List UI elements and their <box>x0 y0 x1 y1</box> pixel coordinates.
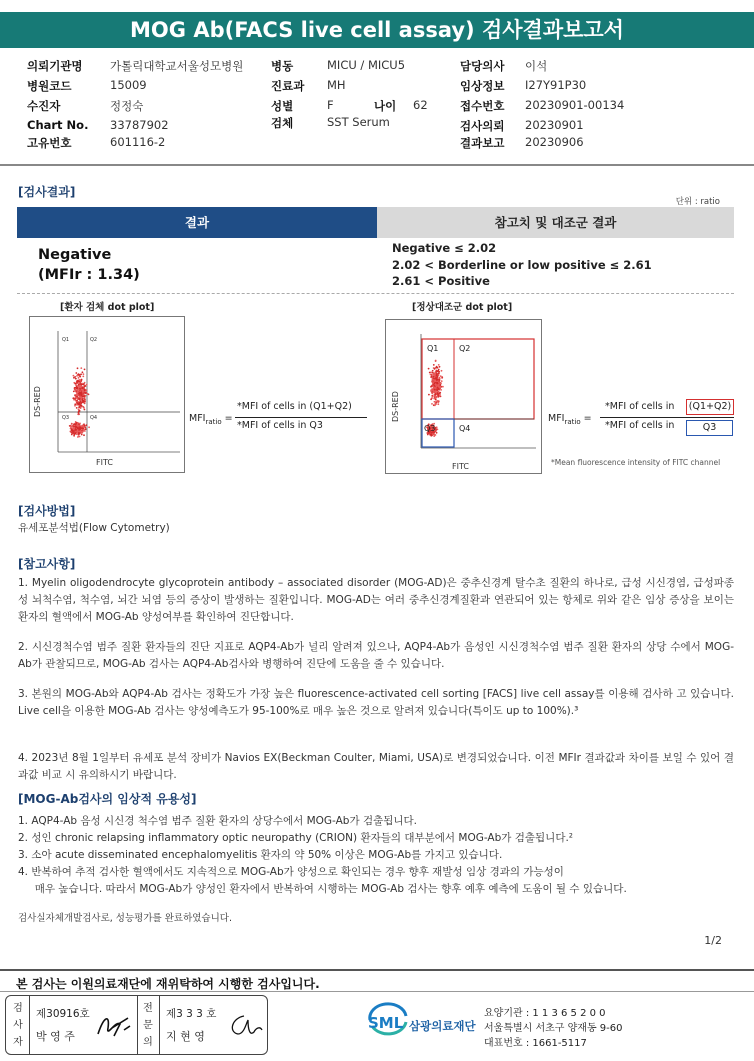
mfi-label <box>548 413 592 426</box>
cell-event-dot <box>86 424 88 426</box>
approver-label: 전문의 <box>143 1003 153 1048</box>
cell-event-dot <box>439 394 441 396</box>
info-value: 정정숙 <box>110 99 144 113</box>
cell-event-dot <box>440 389 442 391</box>
utility-item: 4. 반복하여 추적 검사한 혈액에서도 지속적으로 MOG-Ab가 양성으로 확인되는 경우 향후 재발성 임상 경과의 가능성이 <box>18 866 564 878</box>
cell-event-dot <box>438 371 440 373</box>
cell-event-dot <box>439 379 441 381</box>
cell-event-dot <box>81 426 83 428</box>
cell-event-dot <box>75 384 77 386</box>
dashed-separator <box>17 293 734 294</box>
cell-event-dot <box>81 434 83 436</box>
cell-event-dot <box>79 436 81 438</box>
logo-name: 삼광의료재단 <box>409 1019 476 1033</box>
result-header: 결과 <box>17 207 377 238</box>
info-value: 601116-2 <box>110 135 166 149</box>
info-label: 검사의뢰 <box>460 119 505 133</box>
cell-event-dot <box>436 432 438 434</box>
info-value: MH <box>327 78 346 92</box>
cell-event-dot <box>76 407 78 409</box>
signature-box <box>5 995 268 1055</box>
reference-line: 2.61 < Positive <box>392 274 490 288</box>
cell-event-dot <box>75 426 77 428</box>
mfi-sub: ratio <box>564 417 581 426</box>
cell-event-dot <box>83 400 85 402</box>
cell-event-dot <box>437 367 439 369</box>
info-label: 담당의사 <box>460 59 505 73</box>
cell-event-dot <box>434 434 436 436</box>
cell-event-dot <box>73 427 75 429</box>
note-item: 4. 2023년 8월 1일부터 유세포 분석 장비가 Navios EX(Beckman Coulter, Miami, USA)로 변경되었습니다. 이전 MFIr 결과값과 차이를 보일 수 있어 결과값 비교 시 유의하시기 바랍니다. <box>18 752 734 781</box>
cell-event-dot <box>76 402 78 404</box>
cell-event-dot <box>432 374 434 376</box>
cell-event-dot <box>80 404 82 406</box>
cell-event-dot <box>77 367 79 369</box>
org-info-line: 대표번호 : 1661-5117 <box>484 1038 587 1049</box>
cell-event-dot <box>435 384 437 386</box>
x-axis-label: FITC <box>96 458 113 467</box>
cell-event-dot <box>430 374 432 376</box>
approver-name: 지 현 영 <box>166 1030 205 1043</box>
formula-numerator: *MFI of cells in (Q1+Q2) <box>237 401 352 412</box>
cell-event-dot <box>83 383 85 385</box>
formula-denominator: *MFI of cells in Q3 <box>237 420 323 431</box>
cell-event-dot <box>436 388 438 390</box>
cell-event-dot <box>435 401 437 403</box>
cell-event-dot <box>441 370 443 372</box>
tester-name: 박 영 주 <box>36 1030 75 1043</box>
cell-event-dot <box>441 376 443 378</box>
patient-dot-plot <box>29 316 185 473</box>
cell-event-dot <box>440 382 442 384</box>
cell-event-dot <box>430 371 432 373</box>
utility-title: [MOG-Ab검사의 임상적 유용성] <box>18 792 197 806</box>
cell-event-dot <box>79 374 81 376</box>
cell-event-dot <box>85 395 87 397</box>
footer-divider <box>0 969 754 971</box>
cell-event-dot <box>75 396 77 398</box>
denominator-box: Q3 <box>686 420 733 436</box>
cell-event-dot <box>433 376 435 378</box>
cell-event-dot <box>88 426 90 428</box>
cell-event-dot <box>76 394 78 396</box>
cell-event-dot <box>430 376 432 378</box>
cell-event-dot <box>75 378 77 380</box>
tester-label: 검사자 <box>13 1003 23 1048</box>
cell-event-dot <box>435 399 437 401</box>
cell-event-dot <box>437 392 439 394</box>
cell-event-dot <box>82 390 84 392</box>
info-value: 33787902 <box>110 118 169 132</box>
cell-event-dot <box>441 380 443 382</box>
mfi-label <box>189 413 233 426</box>
cell-event-dot <box>80 386 82 388</box>
mfi-text: MFI <box>189 413 206 424</box>
note-item: 1. Myelin oligodendrocyte glycoprotein antibody – associated disorder (MOG-AD)은 중추신경계 탈수초 질환의 하나로, 급성 시신경염, 급성파종성 뇌척수염, 척수염, 뇌간 뇌염 등의 증상이 발생하는 질환입니다. MOG-AD는 여러 중추신경계질환과 연관되어 있는 항체로 위와 같은 임상 증상을 보이는 환자의 혈액에서 MOG-Ab 양성여부를 확인하여 진단합니다. <box>18 577 734 623</box>
cell-event-dot <box>78 404 80 406</box>
cell-event-dot <box>433 390 435 392</box>
cell-event-dot <box>436 386 438 388</box>
cell-event-dot <box>78 389 80 391</box>
cell-event-dot <box>80 403 82 405</box>
cell-event-dot <box>73 375 75 377</box>
info-label: Chart No. <box>27 118 89 132</box>
cell-event-dot <box>79 399 81 401</box>
logo-sml: SML <box>368 1014 404 1032</box>
info-value: F <box>327 98 334 112</box>
quadrant-label: Q3 <box>424 424 436 433</box>
info-label: 진료과 <box>271 79 305 93</box>
cell-event-dot <box>430 386 432 388</box>
cell-event-dot <box>435 397 437 399</box>
org-info-line: 요양기관 : 1 1 3 6 5 2 0 0 <box>484 1008 606 1019</box>
cell-event-dot <box>79 426 81 428</box>
cell-event-dot <box>74 403 76 405</box>
cell-event-dot <box>442 386 444 388</box>
age-label: 나이 <box>374 99 397 113</box>
info-label: 성별 <box>271 99 294 113</box>
cell-event-dot <box>438 382 440 384</box>
formula-numerator: *MFI of cells in <box>605 401 675 412</box>
cell-event-dot <box>79 410 81 412</box>
cell-event-dot <box>83 434 85 436</box>
outsourcing-note: 본 검사는 이원의료재단에 재위탁하여 시행한 검사입니다. <box>16 977 320 991</box>
cell-event-dot <box>80 373 82 375</box>
cell-event-dot <box>78 433 80 435</box>
cell-event-dot <box>434 382 436 384</box>
cell-event-dot <box>440 375 442 377</box>
cell-event-dot <box>432 396 434 398</box>
control-plot-title: [정상대조군 dot plot] <box>412 302 513 313</box>
control-dot-plot <box>385 319 542 474</box>
cell-event-dot <box>79 385 81 387</box>
quadrant-label: Q2 <box>459 344 471 353</box>
report-title: MOG Ab(FACS live cell assay) 검사결과보고서 <box>0 12 754 48</box>
cell-event-dot <box>85 392 87 394</box>
certification-note: 검사실자체개발검사로, 성능평가를 완료하였습니다. <box>18 913 232 924</box>
org-info-line: 서울특별시 서초구 양재동 9-60 <box>484 1023 623 1034</box>
cell-event-dot <box>84 430 86 432</box>
unit-label: 단위 : ratio <box>675 197 720 207</box>
cell-event-dot <box>428 368 430 370</box>
cell-event-dot <box>436 426 438 428</box>
cell-event-dot <box>71 423 73 425</box>
info-value: 15009 <box>110 78 147 92</box>
info-value: 이석 <box>525 59 548 73</box>
reference-header: 참고치 및 대조군 결과 <box>377 207 734 238</box>
cell-event-dot <box>75 423 77 425</box>
equals-sign: = <box>224 413 233 424</box>
notes-title: [참고사항] <box>18 557 76 571</box>
cell-event-dot <box>77 424 79 426</box>
cell-event-dot <box>77 423 79 425</box>
page-number: 1/2 <box>704 934 722 947</box>
cell-event-dot <box>73 391 75 393</box>
cell-event-dot <box>84 409 86 411</box>
result-table <box>17 207 734 292</box>
info-label: 고유번호 <box>27 136 72 150</box>
quadrant-label: Q2 <box>90 337 98 343</box>
cell-event-dot <box>438 384 440 386</box>
cell-event-dot <box>79 382 81 384</box>
cell-event-dot <box>434 372 436 374</box>
tester-license: 제30916호 <box>36 1008 90 1020</box>
cell-event-dot <box>76 392 78 394</box>
info-label: 병원코드 <box>27 79 72 93</box>
cell-event-dot <box>76 375 78 377</box>
result-value: (MFIr : 1.34) <box>38 267 140 283</box>
cell-event-dot <box>87 393 89 395</box>
info-label: 수진자 <box>27 99 61 113</box>
cell-event-dot <box>439 377 441 379</box>
mfi-footnote: *Mean fluorescence intensity of FITC channel <box>551 458 721 467</box>
cell-event-dot <box>431 388 433 390</box>
cell-event-dot <box>85 428 87 430</box>
cell-event-dot <box>76 387 78 389</box>
note-item: 3. 본원의 MOG-Ab와 AQP4-Ab 검사는 정확도가 가장 높은 fluorescence-activated cell sorting [FACS] live cell assay를 이용해 검사하 고 있습니다. Live cell을 이용한 MOG-Ab 검사는 양성예측도가 95-100%로 매우 높은 것으로 알려져 있습니다(특이도 up to 100%).³ <box>18 688 734 717</box>
cell-event-dot <box>70 425 72 427</box>
cell-event-dot <box>435 360 437 362</box>
info-value: 20230901-00134 <box>525 98 625 112</box>
approver-license: 제3 3 3 호 <box>166 1008 217 1020</box>
cell-event-dot <box>77 428 79 430</box>
cell-event-dot <box>75 383 77 385</box>
cell-event-dot <box>432 385 434 387</box>
cell-event-dot <box>436 370 438 372</box>
quadrant-label: Q4 <box>90 415 98 421</box>
info-label: 결과보고 <box>460 136 505 150</box>
cell-event-dot <box>432 433 434 435</box>
cell-event-dot <box>73 431 75 433</box>
note-item: 2. 시신경척수염 범주 질환 환자들의 진단 지표로 AQP4-Ab가 널리 알려져 있으나, AQP4-Ab가 음성인 시신경척수염 범주 질환 환자의 상당 수에서 MOG-Ab가 관찰되므로, MOG-Ab 검사는 AQP4-Ab검사와 병행하여 진단에 도움을 줄 수 있습니다. <box>18 641 734 670</box>
results-section-title: [검사결과] <box>18 185 76 199</box>
quadrant-label: Q1 <box>427 344 439 353</box>
cell-event-dot <box>83 396 85 398</box>
fraction-line <box>600 417 734 418</box>
cell-event-dot <box>85 390 87 392</box>
reference-line: 2.02 < Borderline or low positive ≤ 2.61 <box>392 258 652 272</box>
result-main: Negative <box>38 247 112 263</box>
cell-event-dot <box>435 394 437 396</box>
info-value: SST Serum <box>327 115 390 129</box>
cell-event-dot <box>82 387 84 389</box>
cell-event-dot <box>433 364 435 366</box>
mfi-text: MFI <box>548 413 565 424</box>
cell-event-dot <box>433 398 435 400</box>
cell-event-dot <box>72 397 74 399</box>
cell-event-dot <box>439 366 441 368</box>
quadrant-label: Q4 <box>459 424 471 433</box>
utility-item: 3. 소아 acute disseminated encephalomyelitis 환자의 약 50% 이상은 MOG-Ab를 가지고 있습니다. <box>18 849 503 861</box>
x-axis-label: FITC <box>452 462 469 471</box>
info-label: 의뢰기관명 <box>27 59 83 73</box>
cell-event-dot <box>437 375 439 377</box>
cell-event-dot <box>80 397 82 399</box>
age-value: 62 <box>413 98 428 112</box>
info-label: 임상정보 <box>460 79 505 93</box>
cell-event-dot <box>78 413 80 415</box>
cell-event-dot <box>84 398 86 400</box>
info-value: I27Y91P30 <box>525 78 587 92</box>
numerator-box: (Q1+Q2) <box>686 399 734 415</box>
cell-event-dot <box>76 432 78 434</box>
method-text: 유세포분석법(Flow Cytometry) <box>18 522 170 534</box>
cell-event-dot <box>83 407 85 409</box>
cell-event-dot <box>436 379 438 381</box>
info-label: 접수번호 <box>460 99 505 113</box>
formula-denominator: *MFI of cells in <box>605 420 675 431</box>
cell-event-dot <box>432 378 434 380</box>
patient-plot-title: [환자 검체 dot plot] <box>60 302 155 313</box>
cell-event-dot <box>83 373 85 375</box>
cell-event-dot <box>432 370 434 372</box>
cell-event-dot <box>80 430 82 432</box>
cell-event-dot <box>84 369 86 371</box>
quadrant-label: Q1 <box>62 337 70 343</box>
cell-event-dot <box>83 389 85 391</box>
footer-divider-2 <box>0 991 754 992</box>
info-label: 병동 <box>271 59 294 73</box>
cell-event-dot <box>75 372 77 374</box>
cell-event-dot <box>431 403 433 405</box>
cell-event-dot <box>78 377 80 379</box>
info-value: 가톨릭대학교서울성모병원 <box>110 59 244 73</box>
header-divider <box>0 164 754 166</box>
cell-event-dot <box>82 376 84 378</box>
cell-event-dot <box>437 403 439 405</box>
patient-info <box>0 54 754 164</box>
info-value: MICU / MICU5 <box>327 58 406 72</box>
cell-event-dot <box>430 398 432 400</box>
cell-event-dot <box>84 385 86 387</box>
method-title: [검사방법] <box>18 504 76 518</box>
utility-item: 2. 성인 chronic relapsing inflammatory optic neuropathy (CRION) 환자들의 대부분에서 MOG-Ab가 검출됩니다.² <box>18 832 574 844</box>
cell-event-dot <box>82 371 84 373</box>
cell-event-dot <box>79 423 81 425</box>
cell-event-dot <box>79 379 81 381</box>
info-value: 20230906 <box>525 135 584 149</box>
mfi-sub: ratio <box>205 417 222 426</box>
tester-signature <box>94 1010 134 1042</box>
cell-event-dot <box>435 403 437 405</box>
cell-event-dot <box>78 397 80 399</box>
utility-item: 1. AQP4-Ab 음성 시신경 척수염 범주 질환 환자의 상당수에서 MOG-Ab가 검출됩니다. <box>18 815 417 827</box>
cell-event-dot <box>71 428 73 430</box>
cell-event-dot <box>86 384 88 386</box>
cell-event-dot <box>73 429 75 431</box>
info-label: 검체 <box>271 116 294 130</box>
utility-item: 매우 높습니다. 따라서 MOG-Ab가 양성인 환자에서 반복하여 시행하는 MOG-Ab 검사는 향후 예후 예측에 도움이 될 수 있습니다. <box>18 883 627 895</box>
cell-event-dot <box>434 368 436 370</box>
cell-event-dot <box>437 400 439 402</box>
quadrant-label: Q3 <box>62 415 70 421</box>
y-axis-label: DS-RED <box>33 386 42 417</box>
y-axis-label: DS-RED <box>391 391 400 422</box>
fraction-line <box>235 417 367 418</box>
info-value: 20230901 <box>525 118 584 132</box>
cell-event-dot <box>75 428 77 430</box>
cell-event-dot <box>428 394 430 396</box>
reference-line: Negative ≤ 2.02 <box>392 241 497 255</box>
cell-event-dot <box>73 377 75 379</box>
cell-event-dot <box>78 406 80 408</box>
cell-event-dot <box>81 389 83 391</box>
cell-event-dot <box>81 392 83 394</box>
cell-event-dot <box>438 364 440 366</box>
cell-event-dot <box>77 380 79 382</box>
equals-sign: = <box>583 413 592 424</box>
cell-event-dot <box>80 367 82 369</box>
cell-event-dot <box>79 388 81 390</box>
approver-signature <box>226 1010 264 1040</box>
